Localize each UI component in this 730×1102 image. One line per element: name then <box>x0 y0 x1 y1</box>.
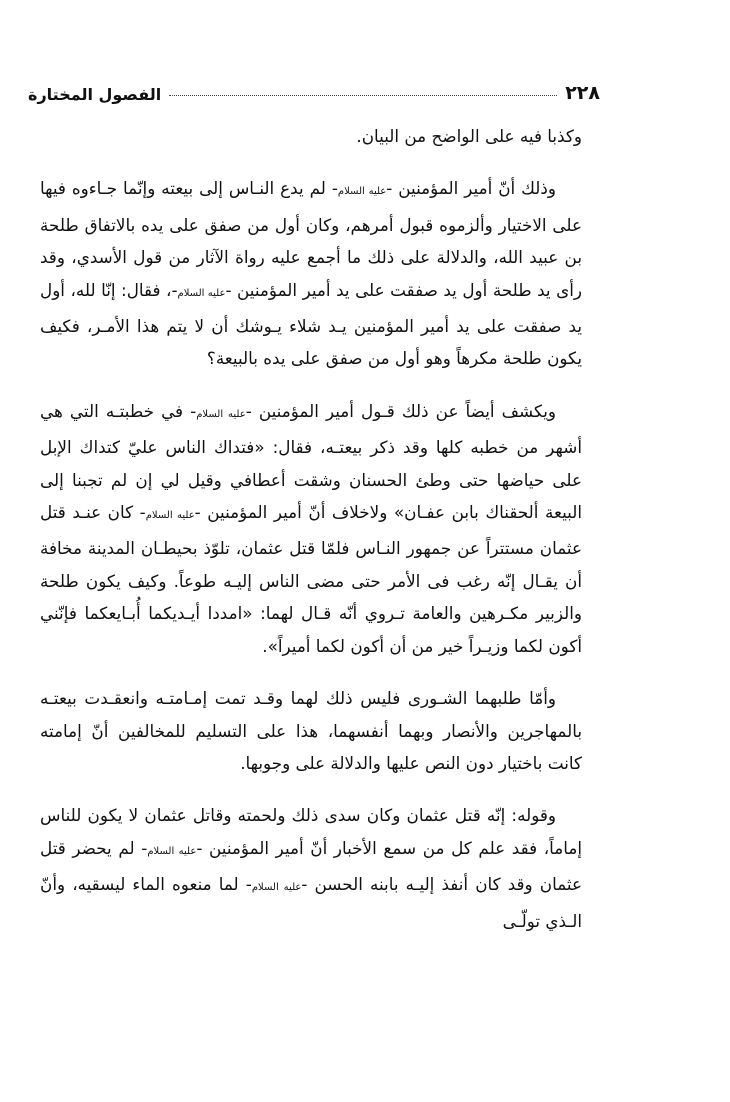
paragraph <box>40 682 582 779</box>
paragraph-text: وذلك أنّ أمير المؤمنين - <box>386 178 556 199</box>
paragraph-text: - لم يدع النـاس إلى بيعته وإنّما جـاءوه فيها على الاختيار وألزموه قبول أمرهم، وكان أول من صفق على يده بالاتفاق طلحة بن عبيد الله، والدلالة على ذلك ما أجمع عليه رواة الآثار من قول الأسدي، وقد رأى يد طلحة أول يد صفقت على يد أمير المؤمنين - <box>40 178 583 300</box>
paragraph <box>40 120 582 152</box>
paragraph-text: ويكشف أيضاً عن ذلك قـول أمير المؤمنين - <box>245 400 556 421</box>
honorific: عليه السلام <box>196 408 246 420</box>
honorific: عليه السلام <box>147 845 197 857</box>
book-title: الفصول المختارة <box>28 85 162 104</box>
honorific: عليه السلام <box>177 287 226 299</box>
paragraph-text: - في خطبتـه التي هي أشهر من خطبه كلها وقد ذكر بيعتـه، فقال: «فتداك الناس عليّ كتداك الإبل على حياضها حتى وطئ الحسنان وشقت أعطافي وقيل لي إن لم تجبنا إلى البيعة ألحقناك بابن عفـان» ولاخلاف أنّ أمير المؤمنين - <box>40 400 582 523</box>
honorific: عليه السلام <box>251 882 302 894</box>
paragraph <box>40 799 582 937</box>
paragraph-text: -، فقال: إنّا لله، أول يد صفقت على يد أمير المؤمنين يـد شلاء يـوشك أن لا يتم هذا الأمـر، فكيف يكون طلحة مكرهاً وهو أول من صفق على يده بالبيعة؟ <box>40 279 582 369</box>
paragraph <box>40 172 582 374</box>
paragraph-text: وقوله: إنّه قتل عثمان وكان سدى ذلك ولحمته وقاتل عثمان لا يكون للناس إماماً، فقد علم كل من سمع الأخبار أنّ أمير المؤمنين - <box>40 805 582 858</box>
body-text <box>40 120 582 957</box>
paragraph-text: - كان عنـد قتل عثمان مستتراً عن جمهور النـاس فلمّا قتل عثمان، تلوّذ بحيطـان المدينة مخافة أن يقـال إنّه رغب فى الأمر حتى مضى الناس إليـه طوعاً. وكيف يكون طلحة والزبير مكـرهين والعامة تـروي أنّه قـال لهما: «امددا أيـديكما أُبـايعكما فإنّني أكون لكما وزيـراً خير من أن أكون لكما أميراً». <box>40 502 582 656</box>
honorific: عليه السلام <box>337 186 387 198</box>
page-header <box>28 68 600 104</box>
honorific: عليه السلام <box>145 510 195 522</box>
paragraph-text: - لما منعوه الماء ليسقيه، وأنّ الـذي تولّـى <box>40 874 582 931</box>
paragraph-text: وأمّا طلبهما الشـورى فليس ذلك لهما وقـد تمت إمـامتـه وانعقـدت بيعتـه بالمهاجرين والأنصار وبهما أنفسهما، هذا على التسليم للمخالفين أنّ إمامته كانت باختيار دون النص عليها والدلالة على وجوبها. <box>40 688 582 773</box>
header-dotted-rule <box>169 95 557 96</box>
paragraph-text: وكذبا فيه على الواضح من البيان. <box>356 126 582 146</box>
paragraph <box>40 395 582 662</box>
paragraph-text: - لم يحضر قتل عثمان وقد كان أنفذ إليـه بابنه الحسن - <box>40 837 582 895</box>
page-number: ٢٢٨ <box>565 82 600 104</box>
